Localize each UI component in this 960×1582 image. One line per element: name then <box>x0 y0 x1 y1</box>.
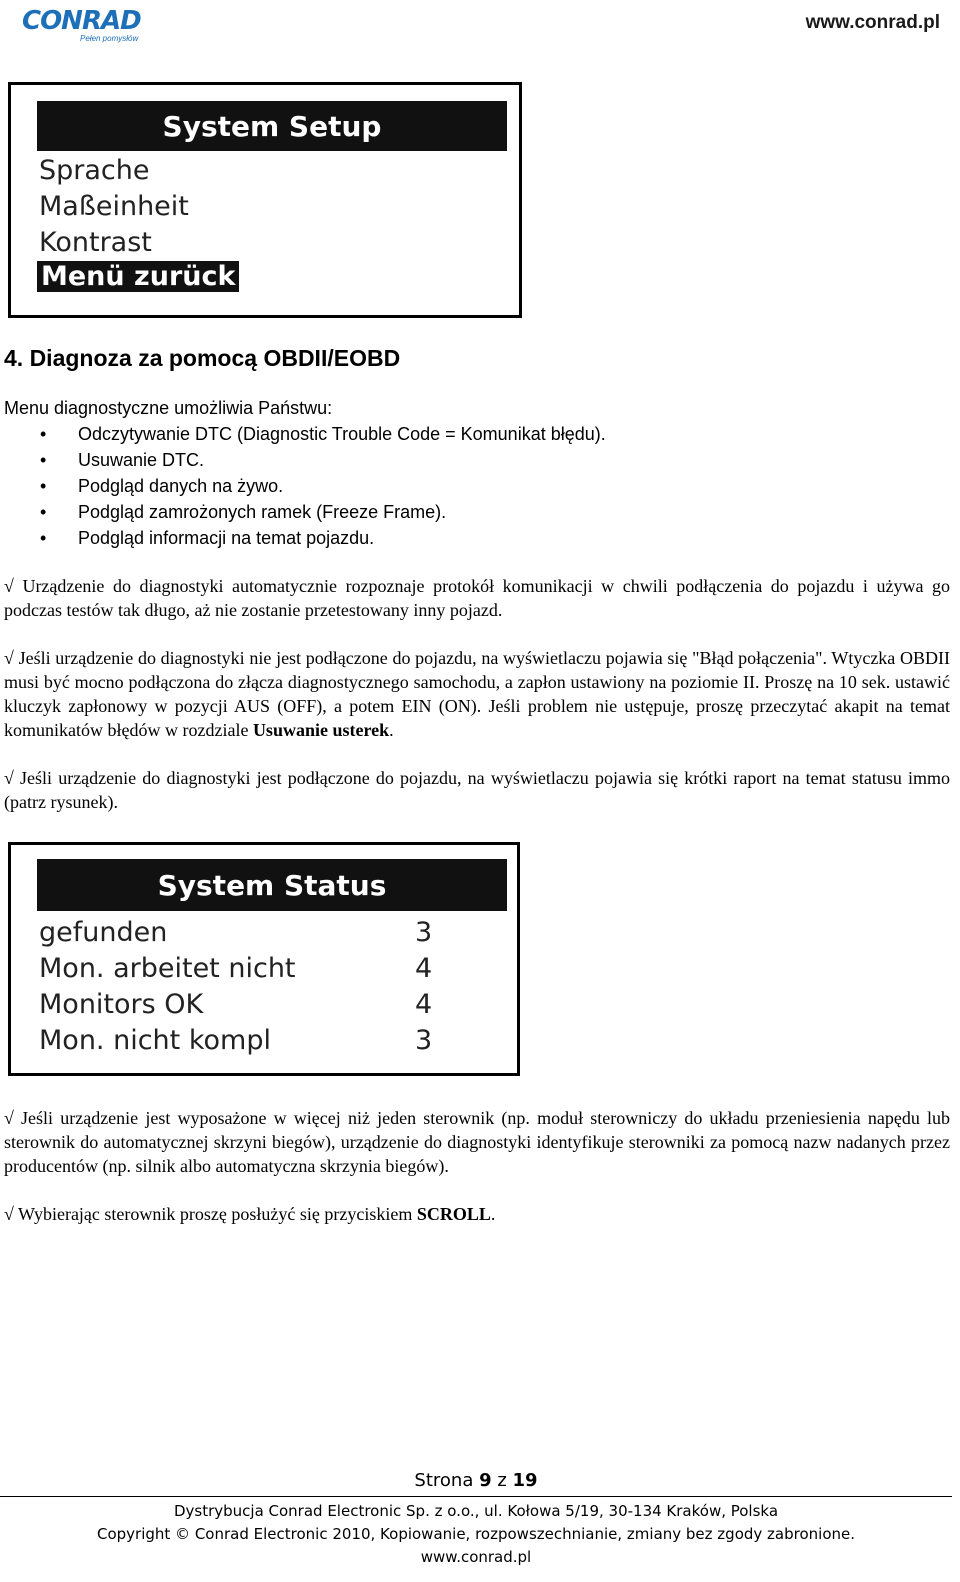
status-row-label: Mon. nicht kompl <box>39 1025 271 1056</box>
page-number <box>0 1470 952 1491</box>
page-total: 19 <box>512 1470 538 1491</box>
bullet-text: Odczytywanie DTC (Diagnostic Trouble Code = Komunikat błędu). <box>78 424 606 444</box>
paragraph-end: . <box>389 720 394 740</box>
status-row-value: 3 <box>415 1025 433 1056</box>
setup-screen <box>8 82 522 318</box>
setup-item-masseinheit: Maßeinheit <box>39 191 189 222</box>
bullet-icon: • <box>40 424 47 444</box>
setup-screen-title: System Setup <box>37 101 507 151</box>
status-row-label: Mon. arbeitet nicht <box>39 953 296 984</box>
bullet-icon: • <box>40 502 47 522</box>
paragraph-protocol: √ Urządzenie do diagnostyki automatycznie rozpoznaje protokół komunikacji w chwili podłączenia do pojazdu i używa go podczas testów tak długo, aż nie zostanie przetestowany inny pojazd. <box>4 576 950 620</box>
bullet-icon: • <box>40 528 47 548</box>
bullet-text: Podgląd informacji na temat pojazdu. <box>78 528 375 548</box>
bullet-text: Podgląd zamrożonych ramek (Freeze Frame). <box>78 502 447 522</box>
conrad-logo <box>22 6 162 46</box>
status-row-label: gefunden <box>39 917 168 948</box>
header-site-url: www.conrad.pl <box>805 12 940 33</box>
setup-item-menu-zurueck: Menü zurück <box>37 261 239 292</box>
setup-item-kontrast: Kontrast <box>39 227 152 258</box>
status-row-value: 3 <box>415 917 433 948</box>
bullet-icon: • <box>40 476 47 496</box>
status-row-value: 4 <box>415 989 433 1020</box>
paragraph-text: √ Wybierając sterownik proszę posłużyć się przyciskiem <box>4 1204 417 1224</box>
troubleshooting-ref: Usuwanie usterek <box>252 720 390 740</box>
section-heading: 4. Diagnoza za pomocą OBDII/EOBD <box>4 345 401 371</box>
footer-url: www.conrad.pl <box>420 1548 532 1566</box>
paragraph-controllers: √ Jeśli urządzenie jest wyposażone w więcej niż jeden sterownik (np. moduł sterowniczy do układu przeniesienia napędu lub sterownik do automatycznej skrzyni biegów), urządzenie do diagnostyki identyfikuje sterowniki za pomocą nazw nadanych przez producentów (np. silnik albo automatyczna skrzynia biegów). <box>4 1108 950 1176</box>
logo-tagline: Pełen pomysłów <box>80 34 139 43</box>
footer-divider <box>0 1496 952 1497</box>
scroll-button-ref: SCROLL <box>416 1204 491 1224</box>
paragraph-connection-error <box>4 646 950 742</box>
page-mid: z <box>491 1470 513 1491</box>
footer-distribution: Dystrybucja Conrad Electronic Sp. z o.o., ul. Kołowa 5/19, 30-134 Kraków, Polska <box>173 1502 779 1520</box>
status-row-value: 4 <box>415 953 433 984</box>
status-screen <box>8 842 520 1076</box>
paragraph-text: √ Jeśli urządzenie do diagnostyki nie jest podłączone do pojazdu, na wyświetlaczu pojawia się "Błąd połączenia". Wtyczka OBDII musi być mocno podłączona do złącza diagnostycznego samochodu, a zapłon ustawiony na poziomie II. Proszę na 10 sek. ustawić kluczyk zapłonowy w pozycji AUS (OFF), a potem EIN (ON). Jeśli problem nie ustępuje, proszę przeczytać akapit na temat komunikatów błędów w rozdziale <box>4 648 950 740</box>
bullet-text: Usuwanie DTC. <box>78 450 205 470</box>
setup-item-sprache: Sprache <box>39 155 150 186</box>
page-current: 9 <box>479 1470 492 1491</box>
logo-text: CONRAD <box>22 6 141 36</box>
page-prefix: Strona <box>414 1470 480 1491</box>
status-row-label: Monitors OK <box>39 989 204 1020</box>
bullet-icon: • <box>40 450 47 470</box>
section-intro: Menu diagnostyczne umożliwia Państwu: <box>4 398 333 418</box>
paragraph-scroll <box>4 1202 950 1226</box>
bullet-text: Podgląd danych na żywo. <box>78 476 284 496</box>
status-screen-title: System Status <box>37 859 507 911</box>
paragraph-immo-status: √ Jeśli urządzenie do diagnostyki jest podłączone do pojazdu, na wyświetlaczu pojawia się krótki raport na temat statusu immo (patrz rysunek). <box>4 768 950 812</box>
paragraph-end: . <box>490 1204 496 1224</box>
footer-copyright: Copyright © Conrad Electronic 2010, Kopiowanie, rozpowszechnianie, zmiany bez zgody zabronione. <box>97 1525 855 1543</box>
